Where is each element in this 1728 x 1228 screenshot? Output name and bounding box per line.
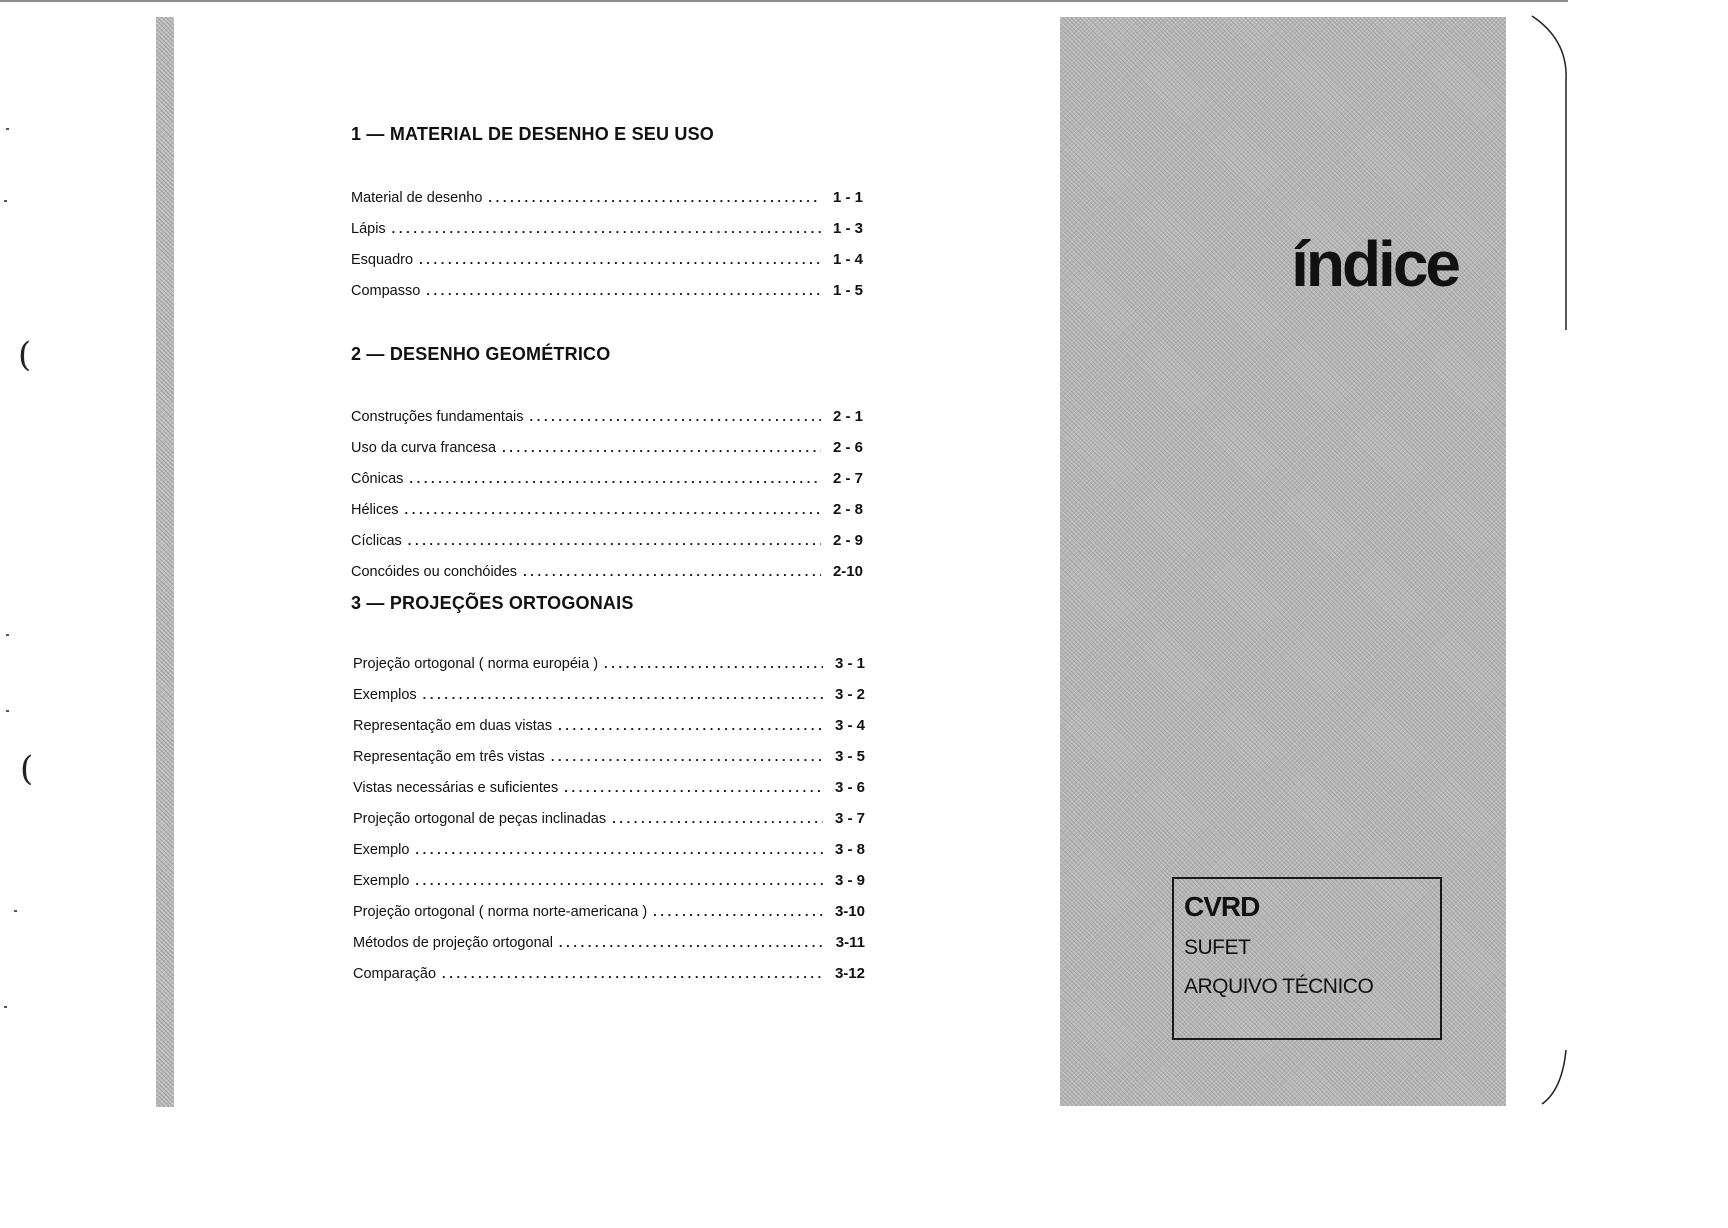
- entry-title: Construções fundamentais: [351, 409, 524, 425]
- dot-leader: [558, 718, 823, 733]
- dot-leader: [523, 564, 821, 579]
- entry-title: Exemplo: [353, 873, 410, 889]
- entry-page-number: 3 - 6: [834, 779, 865, 796]
- entry-page-number: 1 - 4: [832, 251, 863, 268]
- dot-leader: [405, 502, 821, 517]
- entry-title: Cíclicas: [351, 533, 402, 549]
- entry-page-number: 3 - 2: [834, 686, 865, 703]
- toc-entry: [353, 748, 865, 770]
- entry-page-number: 3 - 9: [834, 872, 865, 889]
- toc-entry: [353, 810, 865, 832]
- dot-leader: [409, 471, 821, 486]
- label-archive: ARQUIVO TÉCNICO: [1184, 975, 1374, 998]
- section-heading: 2 — DESENHO GEOMÉTRICO: [351, 344, 611, 364]
- margin-speck: [6, 710, 9, 712]
- entry-page-number: 3 - 8: [834, 841, 865, 858]
- toc-entry: [353, 965, 865, 987]
- toc-entry: [351, 251, 863, 273]
- dot-leader: [392, 221, 821, 236]
- dot-leader: [415, 842, 823, 857]
- dot-leader: [408, 533, 821, 548]
- entry-title: Cônicas: [351, 471, 404, 487]
- entry-title: Concóides ou conchóides: [351, 564, 518, 580]
- margin-speck: [6, 128, 9, 130]
- entry-title: Exemplo: [353, 842, 410, 858]
- entry-title: Exemplos: [353, 687, 417, 703]
- dot-leader: [564, 780, 823, 795]
- entry-page-number: 2 - 7: [832, 470, 863, 487]
- index-title: índice: [1291, 228, 1458, 300]
- dot-leader: [415, 873, 823, 888]
- dot-leader: [604, 656, 823, 671]
- entry-title: Métodos de projeção ortogonal: [353, 935, 553, 951]
- entry-title: Representação em duas vistas: [353, 718, 553, 734]
- entry-page-number: 3-12: [834, 965, 865, 982]
- entry-title: Lápis: [351, 221, 386, 237]
- entry-page-number: 3 - 4: [834, 717, 865, 734]
- margin-speck: [4, 1006, 7, 1008]
- cover-panel: [1060, 17, 1506, 1106]
- binding-spine-strip: [156, 17, 174, 1107]
- entry-title: Hélices: [351, 502, 399, 518]
- toc-entry: [351, 501, 863, 523]
- toc-entry: [351, 220, 863, 242]
- dot-leader: [426, 283, 821, 298]
- entry-page-number: 3 - 5: [834, 748, 865, 765]
- entry-title: Uso da curva francesa: [351, 440, 497, 456]
- section-heading: 1 — MATERIAL DE DESENHO E SEU USO: [351, 124, 714, 144]
- entry-page-number: 3 - 1: [834, 655, 865, 672]
- toc-entry: [351, 470, 863, 492]
- entry-page-number: 2-10: [832, 563, 863, 580]
- dot-leader: [612, 811, 823, 826]
- dot-leader: [442, 966, 823, 981]
- entry-title: Esquadro: [351, 252, 414, 268]
- toc-entry: [353, 903, 865, 925]
- section-heading: 3 — PROJEÇÕES ORTOGONAIS: [351, 593, 634, 613]
- entry-page-number: 2 - 8: [832, 501, 863, 518]
- entry-title: Projeção ortogonal ( norma norte-americana ): [353, 904, 648, 920]
- toc-entry: [351, 408, 863, 430]
- entry-title: Comparação: [353, 966, 437, 982]
- entry-page-number: 3-10: [834, 903, 865, 920]
- entry-title: Projeção ortogonal de peças inclinadas: [353, 811, 607, 827]
- dot-leader: [530, 409, 822, 424]
- toc-entry: [351, 282, 863, 304]
- label-org: CVRD: [1184, 891, 1260, 922]
- entry-title: Projeção ortogonal ( norma européia ): [353, 656, 599, 672]
- entry-title: Vistas necessárias e suficientes: [353, 780, 559, 796]
- dot-leader: [502, 440, 821, 455]
- top-rule: [0, 0, 1568, 2]
- dot-leader: [559, 935, 823, 950]
- toc-entry: [351, 563, 863, 585]
- label-dept: SUFET: [1184, 936, 1251, 959]
- margin-speck: [14, 910, 17, 912]
- entry-page-number: 1 - 1: [832, 189, 863, 206]
- entry-title: Compasso: [351, 283, 421, 299]
- toc-entry: [353, 872, 865, 894]
- entry-page-number: 3 - 7: [834, 810, 865, 827]
- toc-entry: [353, 686, 865, 708]
- dot-leader: [419, 252, 821, 267]
- toc-entry: [353, 934, 865, 956]
- toc-entry: [353, 655, 865, 677]
- entry-page-number: 1 - 3: [832, 220, 863, 237]
- page-edge-curve: [1512, 0, 1568, 1114]
- toc-entry: [353, 717, 865, 739]
- toc-entry: [351, 189, 863, 211]
- entry-page-number: 2 - 1: [832, 408, 863, 425]
- margin-speck: [6, 634, 9, 636]
- entry-page-number: 1 - 5: [832, 282, 863, 299]
- entry-title: Representação em três vistas: [353, 749, 545, 765]
- binding-hole-mark: (: [18, 335, 32, 375]
- dot-leader: [551, 749, 823, 764]
- binding-hole-mark: (: [20, 749, 34, 789]
- entry-page-number: 2 - 6: [832, 439, 863, 456]
- dot-leader: [488, 190, 821, 205]
- entry-page-number: 3-11: [835, 934, 865, 951]
- toc-entry: [351, 532, 863, 554]
- toc-entry: [353, 779, 865, 801]
- archive-label-box: [1172, 877, 1442, 1040]
- toc-entry: [351, 439, 863, 461]
- toc-entry: [353, 841, 865, 863]
- entry-page-number: 2 - 9: [832, 532, 863, 549]
- entry-title: Material de desenho: [351, 190, 483, 206]
- margin-speck: [4, 200, 7, 202]
- dot-leader: [653, 904, 823, 919]
- dot-leader: [423, 687, 823, 702]
